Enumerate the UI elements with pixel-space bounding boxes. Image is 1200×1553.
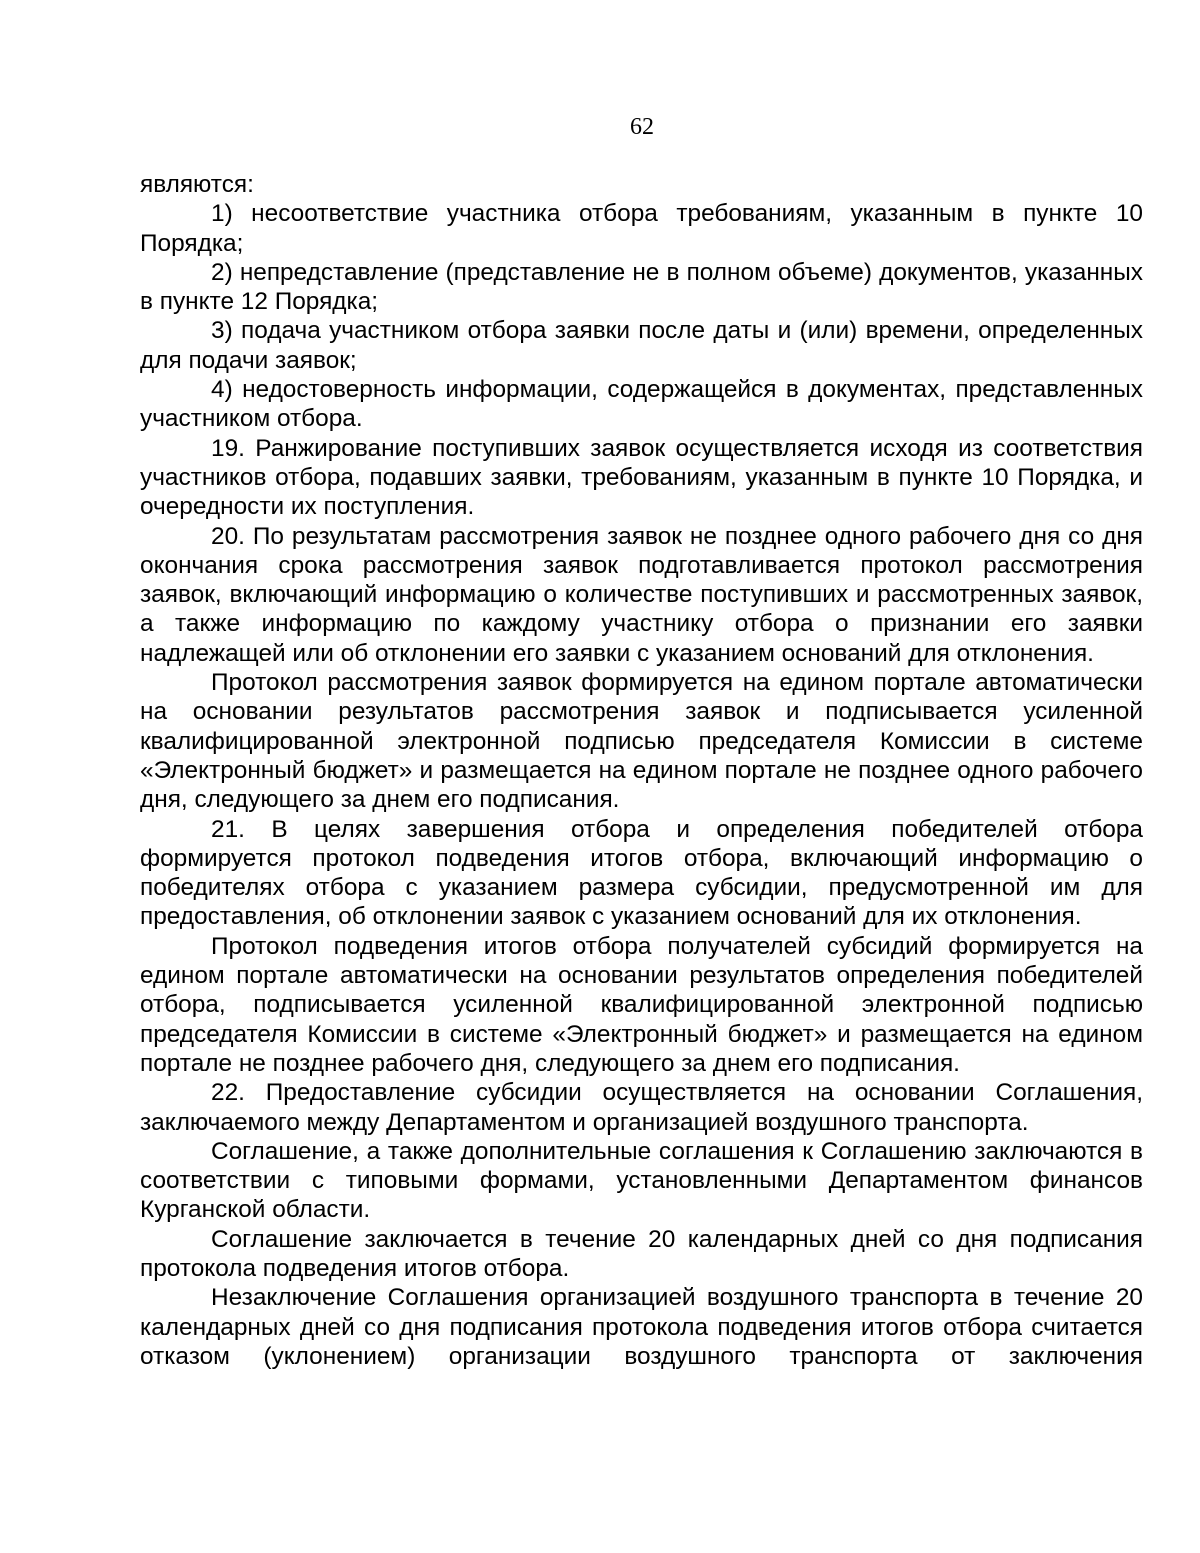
list-item-3: 3) подача участником отбора заявки после даты и (или) времени, определенных для подачи заявок; — [140, 317, 1143, 374]
clause-19: 19. Ранжирование поступивших заявок осуществляется исходя из соответствия участников отбора, подавших заявки, требованиям, указанным в пункте 10 Порядка, и очередности их поступления. — [140, 434, 1143, 521]
page-number: 62 — [630, 114, 654, 140]
clause-21: 21. В целях завершения отбора и определения победителей отбора формируется протокол подведения итогов отбора, включающий информацию о победителях отбора с указанием размера субсидии, предусмотренной им для предоставления, об отклонении заявок с указанием оснований для их отклонения. — [140, 815, 1143, 931]
paragraph-intro: являются: — [140, 171, 254, 198]
document-body — [140, 170, 1143, 1371]
clause-22-term: Соглашение заключается в течение 20 календарных дней со дня подписания протокола подведения итогов отбора. — [140, 1225, 1143, 1282]
clause-22: 22. Предоставление субсидии осуществляется на основании Соглашения, заключаемого между Департаментом и организацией воздушного транспорта. — [140, 1079, 1143, 1136]
list-item-2: 2) непредставление (представление не в полном объеме) документов, указанных в пункте 12 Порядка; — [140, 258, 1143, 316]
clause-22-agreements: Соглашение, а также дополнительные соглашения к Соглашению заключаются в соответствии с типовыми формами, установленными Департаментом финансов Курганской области. — [140, 1137, 1143, 1224]
list-item-1: 1) несоответствие участника отбора требованиям, указанным в пункте 10 Порядка; — [140, 200, 1143, 257]
clause-20-protocol: Протокол рассмотрения заявок формируется на едином портале автоматически на основании результатов рассмотрения заявок и подписывается усиленной квалифицированной электронной подписью председателя Комиссии в системе «Электронный бюджет» и размещается на едином портале не позднее одного рабочего дня, следующего за днем его подписания. — [140, 669, 1143, 814]
clause-22-refusal: Незаключение Соглашения организацией воздушного транспорта в течение 20 календарных дней со дня подписания протокола подведения итогов отбора считается отказом (уклонением) организации воздушного транспорта от заключения — [140, 1284, 1143, 1370]
clause-21-protocol: Протокол подведения итогов отбора получателей субсидий формируется на едином портале автоматически на основании результатов определения победителей отбора, подписывается усиленной квалифицированной электронной подписью председателя Комиссии в системе «Электронный бюджет» и размещается на едином портале не позднее рабочего дня, следующего за днем его подписания. — [140, 932, 1143, 1077]
clause-20: 20. По результатам рассмотрения заявок не позднее одного рабочего дня со дня окончания срока рассмотрения заявок подготавливается протокол рассмотрения заявок, включающий информацию о количестве поступивших и рассмотренных заявок, а также информацию по каждому участнику отбора о признании его заявки надлежащей или об отклонении его заявки с указанием оснований для отклонения. — [140, 522, 1143, 667]
list-item-4: 4) недостоверность информации, содержащейся в документах, представленных участником отбора. — [140, 376, 1143, 433]
